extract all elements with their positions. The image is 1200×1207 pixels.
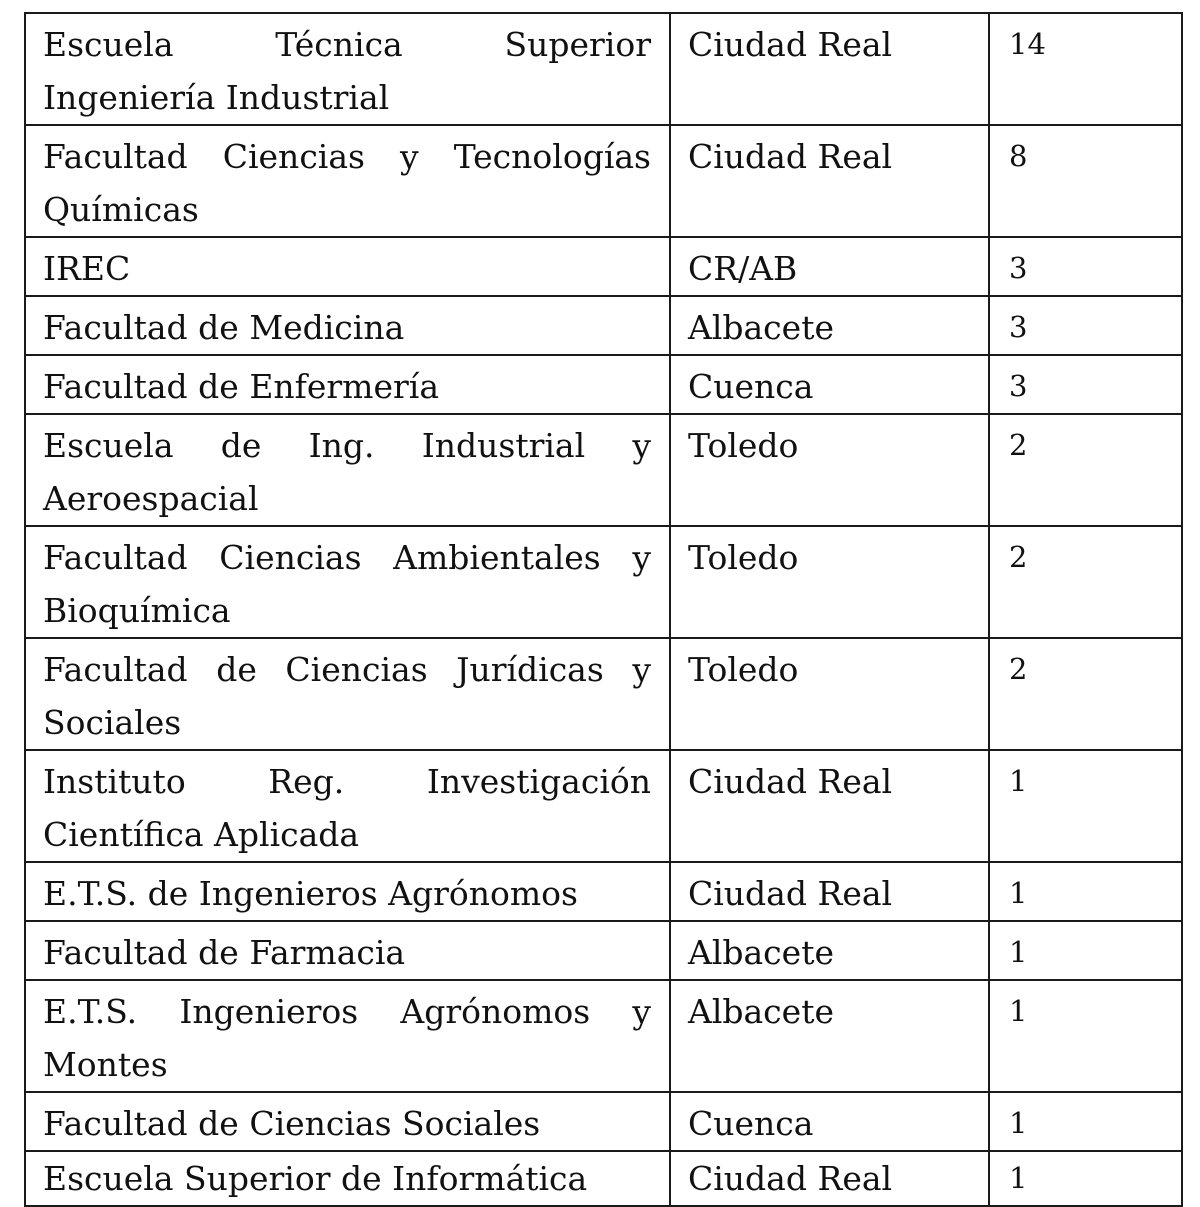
table-row	[25, 638, 1182, 750]
count-cell: 14	[989, 13, 1182, 125]
count-cell: 3	[989, 237, 1182, 296]
city-cell: Ciudad Real	[670, 750, 989, 862]
table-row	[25, 921, 1182, 980]
faculty-name-cell: Facultad de Farmacia	[25, 921, 670, 980]
count-cell: 1	[989, 750, 1182, 862]
city-cell: Ciudad Real	[670, 13, 989, 125]
count-cell: 2	[989, 526, 1182, 638]
document-page	[24, 12, 1183, 1207]
table-row	[25, 414, 1182, 526]
city-cell: Cuenca	[670, 355, 989, 414]
count-cell: 1	[989, 921, 1182, 980]
faculty-name-cell: Escuela Técnica Superior Ingeniería Industrial	[25, 13, 670, 125]
table-row	[25, 13, 1182, 125]
faculty-name-cell: Escuela Superior de Informática	[25, 1151, 670, 1206]
table-row	[25, 355, 1182, 414]
city-cell: CR/AB	[670, 237, 989, 296]
faculty-name-cell: Facultad de Ciencias Jurídicas y Sociales	[25, 638, 670, 750]
table-body	[25, 13, 1182, 1206]
city-cell: Toledo	[670, 526, 989, 638]
faculty-name-cell: IREC	[25, 237, 670, 296]
table-row	[25, 1092, 1182, 1151]
faculty-name-cell: E.T.S. de Ingenieros Agrónomos	[25, 862, 670, 921]
count-cell: 1	[989, 862, 1182, 921]
faculty-name-cell: Facultad de Ciencias Sociales	[25, 1092, 670, 1151]
count-cell: 3	[989, 355, 1182, 414]
faculty-name-cell: E.T.S. Ingenieros Agrónomos y Montes	[25, 980, 670, 1092]
count-cell: 8	[989, 125, 1182, 237]
table-row	[25, 237, 1182, 296]
faculty-name-cell: Facultad Ciencias y Tecnologías Químicas	[25, 125, 670, 237]
city-cell: Albacete	[670, 980, 989, 1092]
count-cell: 1	[989, 1151, 1182, 1206]
table-row	[25, 1151, 1182, 1206]
faculty-name-cell: Facultad Ciencias Ambientales y Bioquímica	[25, 526, 670, 638]
faculty-name-cell: Escuela de Ing. Industrial y Aeroespacial	[25, 414, 670, 526]
city-cell: Ciudad Real	[670, 1151, 989, 1206]
city-cell: Ciudad Real	[670, 862, 989, 921]
table-row	[25, 750, 1182, 862]
city-cell: Cuenca	[670, 1092, 989, 1151]
faculty-name-cell: Facultad de Enfermería	[25, 355, 670, 414]
city-cell: Ciudad Real	[670, 125, 989, 237]
faculty-name-cell: Instituto Reg. Investigación Científica Aplicada	[25, 750, 670, 862]
count-cell: 1	[989, 980, 1182, 1092]
count-cell: 2	[989, 638, 1182, 750]
city-cell: Albacete	[670, 296, 989, 355]
city-cell: Toledo	[670, 414, 989, 526]
count-cell: 3	[989, 296, 1182, 355]
count-cell: 2	[989, 414, 1182, 526]
table-row	[25, 526, 1182, 638]
table-row	[25, 296, 1182, 355]
faculty-table	[24, 12, 1183, 1207]
city-cell: Toledo	[670, 638, 989, 750]
table-row	[25, 862, 1182, 921]
count-cell: 1	[989, 1092, 1182, 1151]
table-row	[25, 980, 1182, 1092]
table-row	[25, 125, 1182, 237]
faculty-name-cell: Facultad de Medicina	[25, 296, 670, 355]
city-cell: Albacete	[670, 921, 989, 980]
